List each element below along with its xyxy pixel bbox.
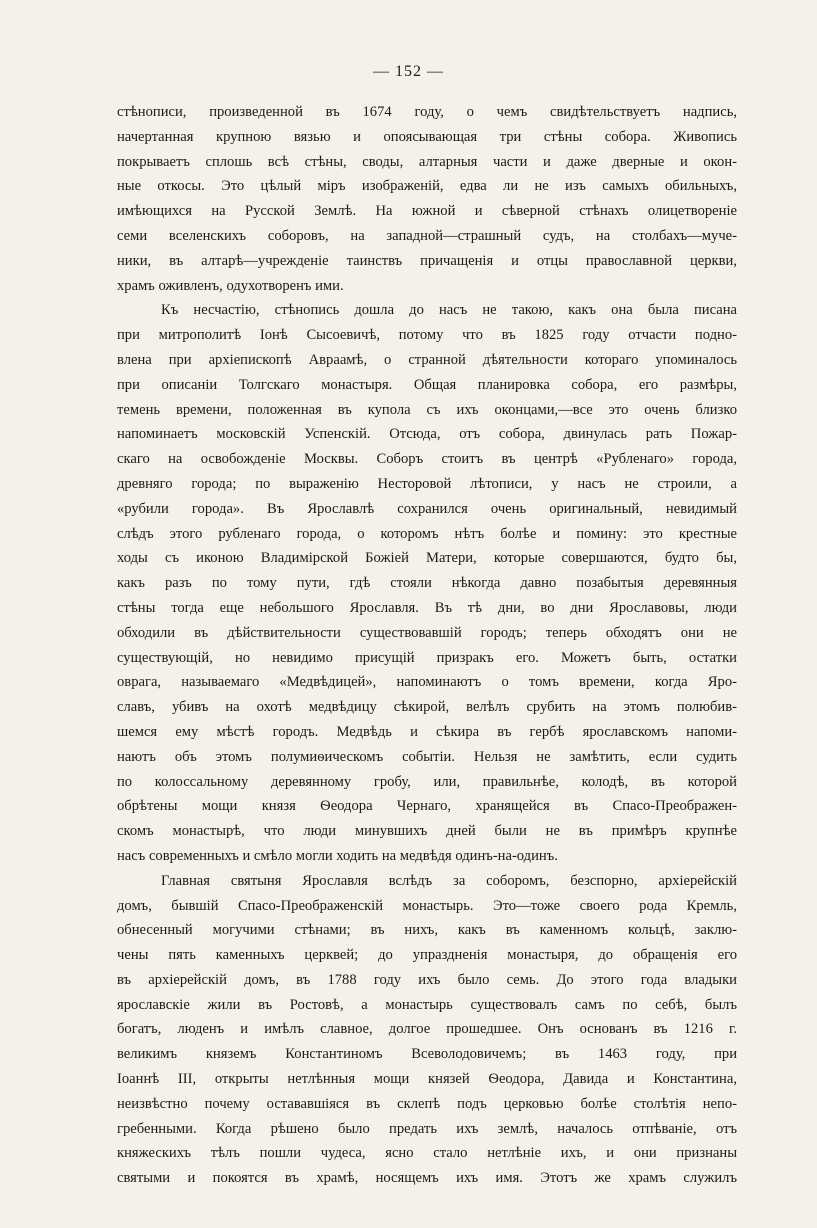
text-line: покрываетъ сплошь всѣ стѣны, своды, алтарныя части и даже дверные и окон- [117, 153, 737, 170]
text-line: скомъ монастырѣ, что люди минувшихъ дней были не въ примѣръ крупнѣе [117, 823, 737, 840]
text-line: чены пять каменныхъ церквей; до упраздненія монастыря, до обращенія его [117, 947, 737, 964]
text-line: по колоссальному деревянному гробу, или, правильнѣе, колодѣ, въ которой [117, 773, 737, 790]
text-line: храмъ оживленъ, одухотворенъ ими. [117, 277, 344, 294]
text-line: древняго города; по выраженію Несторовой лѣтописи, у насъ не строили, а [117, 475, 737, 492]
text-line: въ архіерейскій домъ, въ 1788 году ихъ было семь. До этого года владыки [117, 971, 737, 988]
text-line: домъ, бывшій Спасо-Преображенскій монастырь. Это—тоже своего рода Кремль, [117, 897, 737, 914]
text-line: неизвѣстно почему остававшіяся въ склепѣ подъ церковью болѣе столѣтія непо- [117, 1095, 737, 1112]
text-line: влена при архіепископѣ Авраамѣ, о странной дѣятельности котораго упоминалось [117, 351, 737, 368]
text-line: при описаніи Толгскаго монастыря. Общая планировка собора, его размѣры, [117, 376, 737, 393]
text-line: Іоаннѣ III, открыты нетлѣнныя мощи князей Ѳеодора, Давида и Константина, [117, 1071, 737, 1088]
text-line: темень времени, положенная въ купола съ ихъ оконцами,—все это очень близко [117, 401, 737, 418]
text-line: обходили въ дѣйствительности существовавшій городъ; теперь обходятъ они не [117, 624, 737, 641]
text-line: великимъ княземъ Константиномъ Всеволодовичемъ; въ 1463 году, при [117, 1046, 737, 1063]
text-line: насъ современныхъ и смѣло могли ходить на медвѣдя одинъ-на-одинъ. [117, 847, 558, 864]
text-line: какъ разъ по тому пути, гдѣ стояли нѣкогда давно позабытыя деревянныя [117, 575, 737, 592]
text-line: наютъ объ этомъ полумиѳическомъ событіи. Нельзя не замѣтить, если судить [117, 748, 737, 765]
text-line: княжескихъ тѣлъ пошли чудеса, ясно стало нетлѣніе ихъ, и они признаны [117, 1145, 737, 1162]
text-line: гребенными. Когда рѣшено было предать ихъ землѣ, началось отпѣваніе, отъ [117, 1120, 737, 1137]
text-line: ники, въ алтарѣ—учрежденіе таинствъ причащенія и отцы православной церкви, [117, 252, 737, 269]
text-line: обрѣтены мощи князя Ѳеодора Чернаго, хранящейся въ Спасо-Преображен- [117, 798, 737, 815]
text-line: славъ, убивъ на охотѣ медвѣдицу сѣкирой, велѣлъ срубить на этомъ полюбив- [117, 699, 737, 716]
text-line: ходы съ иконою Владимірской Божіей Матери, которые совершаются, будто бы, [117, 550, 737, 567]
text-line: святыми и покоятся въ храмѣ, носящемъ ихъ имя. Этотъ же храмъ служилъ [117, 1170, 737, 1187]
text-line: слѣдъ этого рубленаго города, о которомъ нѣтъ болѣе и помину: это крестные [117, 525, 737, 542]
text-line: существующій, но невидимо присущій призракъ его. Можетъ быть, остатки [117, 649, 737, 666]
text-line: ные откосы. Это цѣлый міръ изображеній, едва ли не изъ самыхъ обильныхъ, [117, 178, 737, 195]
text-line: Къ несчастію, стѣнопись дошла до насъ не такою, какъ она была писана [161, 302, 737, 319]
text-line: при митрополитѣ Іонѣ Сысоевичѣ, потому что въ 1825 году отчасти подно- [117, 327, 737, 344]
text-line: оврага, называемаго «Медвѣдицей», напоминаютъ о томъ времени, когда Яро- [117, 674, 737, 691]
text-line: обнесенный могучими стѣнами; въ нихъ, какъ въ каменномъ кольцѣ, заклю- [117, 922, 737, 939]
text-line: стѣны тогда еще небольшого Ярославля. Въ тѣ дни, во дни Ярославовы, люди [117, 599, 737, 616]
page-number: — 152 — [373, 63, 444, 80]
text-line: имѣющихся на Русской Землѣ. На южной и сѣверной стѣнахъ олицетвореніе [117, 203, 737, 220]
text-line: шемся ему мѣстѣ городъ. Медвѣдь и сѣкира въ гербѣ ярославскомъ напоми- [117, 723, 737, 740]
text-line: богатъ, люденъ и имѣлъ славное, долгое прошедшее. Онъ основанъ въ 1216 г. [117, 1021, 737, 1038]
text-line: стѣнописи, произведенной въ 1674 году, о чемъ свидѣтельствуетъ надпись, [117, 104, 737, 120]
text-line: «рубили города». Въ Ярославлѣ сохранился очень оригинальный, невидимый [117, 500, 737, 517]
text-line: Главная святыня Ярославля вслѣдъ за соборомъ, безспорно, архіерейскій [161, 872, 737, 889]
text-line: ярославскіе жили въ Ростовѣ, а монастырь существовалъ самъ по себѣ, былъ [117, 996, 737, 1013]
body-text [117, 100, 737, 1191]
text-line: скаго на освобожденіе Москвы. Соборъ стоитъ въ центрѣ «Рубленаго» города, [117, 451, 737, 468]
text-line: семи вселенскихъ соборовъ, на западной—страшный судъ, на столбахъ—муче- [117, 227, 737, 244]
text-line: напоминаетъ московскій Успенскій. Отсюда, отъ собора, двинулась рать Пожар- [117, 426, 737, 443]
text-line: начертанная крупною вязью и опоясывающая три стѣны собора. Живопись [117, 128, 737, 145]
